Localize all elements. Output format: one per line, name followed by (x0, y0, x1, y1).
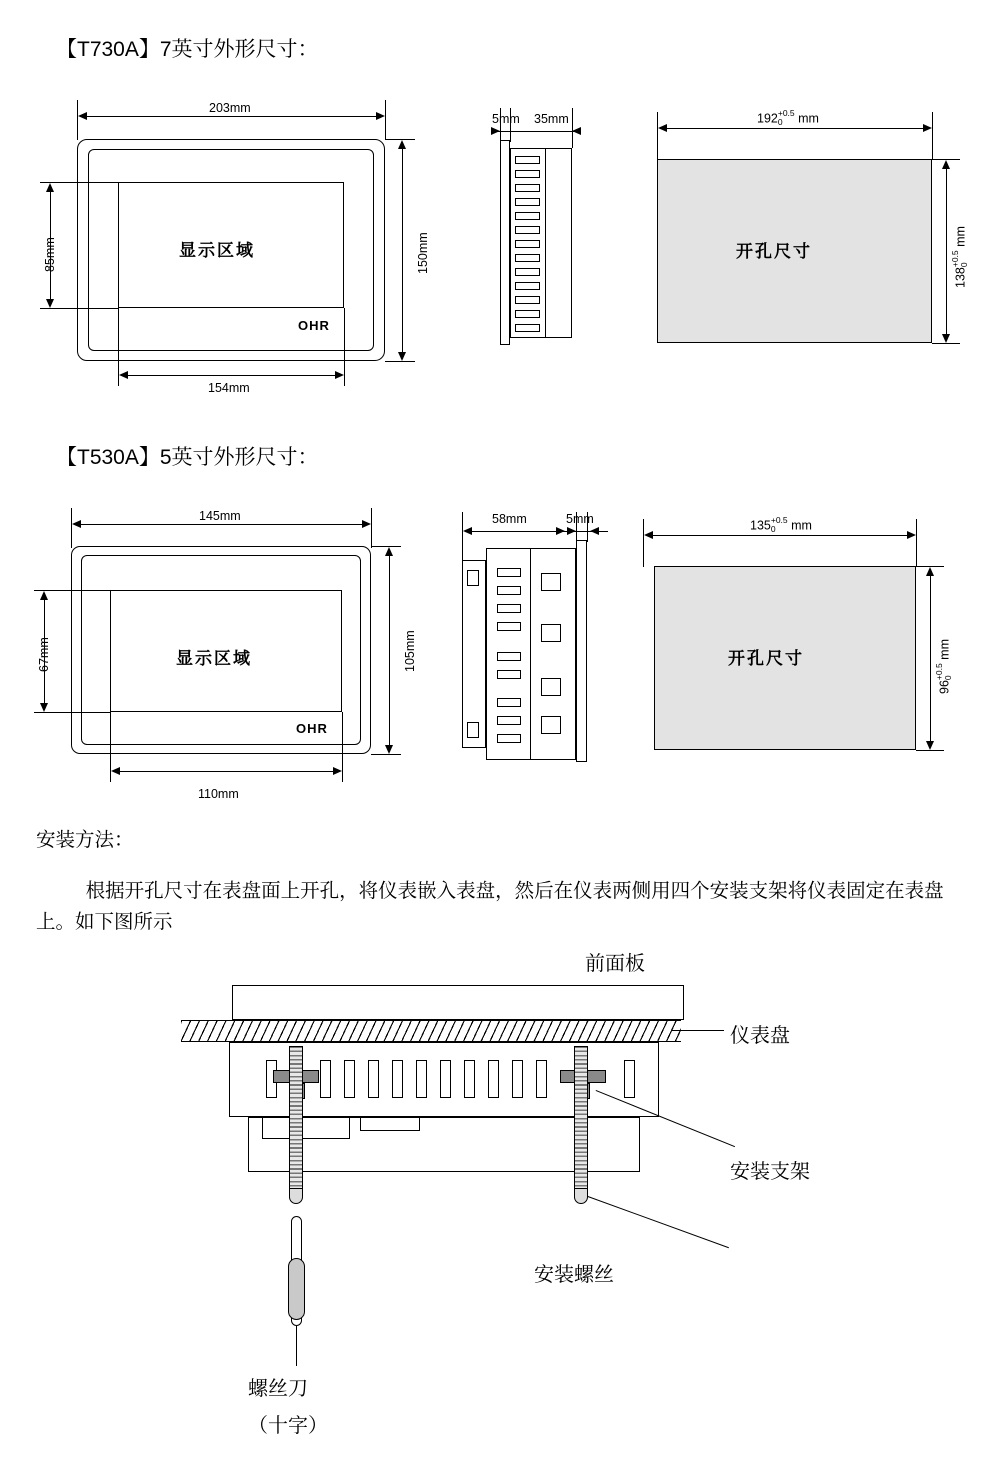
section-title-t730a: 【T730A】7英寸外形尺寸： (56, 38, 319, 61)
display-area-label: 显示区域 (179, 241, 255, 261)
cutout-title-2: 开孔尺寸 (728, 649, 804, 669)
dim-front-thickness-5: 5mm (492, 112, 520, 126)
section-title-t530a: 【T530A】5英寸外形尺寸： (56, 446, 319, 469)
callout-front-panel: 前面板 (585, 951, 645, 975)
dim-cutout-height-2: 96 +0.5 0 mm (934, 639, 953, 694)
dim-cutout-height: 138 +0.5 0 mm (950, 226, 969, 288)
install-heading: 安装方法： (36, 828, 134, 851)
dim-height-105: 105mm (403, 630, 417, 672)
dim-inner-width-110: 110mm (198, 787, 239, 801)
callout-screwdriver-2: （十字） (248, 1413, 328, 1437)
cutout-title: 开孔尺寸 (736, 242, 812, 262)
callout-screw: 安装螺丝 (534, 1262, 614, 1286)
dim-height-150: 150mm (416, 232, 430, 274)
brand-logo-2: OHR (296, 721, 328, 736)
dim-front-thickness-5-2: 5mm (566, 512, 594, 526)
brand-logo: OHR (298, 318, 330, 333)
dim-inner-width-154: 154mm (208, 381, 250, 395)
dim-inner-height-85: 85mm (43, 237, 57, 272)
dim-width-203: 203mm (209, 101, 251, 115)
callout-screwdriver-1: 螺丝刀 (248, 1376, 308, 1400)
dim-cutout-width: 192 +0.5 0 mm (757, 108, 819, 127)
dim-width-145: 145mm (199, 509, 241, 523)
display-area-label-2: 显示区域 (176, 649, 252, 669)
callout-meter-panel: 仪表盘 (730, 1023, 790, 1047)
dim-depth-35: 35mm (534, 112, 569, 126)
dim-cutout-width-2: 135 +0.5 0 mm (750, 515, 812, 534)
install-paragraph: 根据开孔尺寸在表盘面上开孔，将仪表嵌入表盘，然后在仪表两侧用四个安装支架将仪表固定在表盘上。如下图所示 (36, 879, 944, 933)
callout-bracket: 安装支架 (730, 1159, 810, 1183)
dim-inner-height-67: 67mm (37, 637, 51, 672)
dim-depth-58: 58mm (492, 512, 527, 526)
